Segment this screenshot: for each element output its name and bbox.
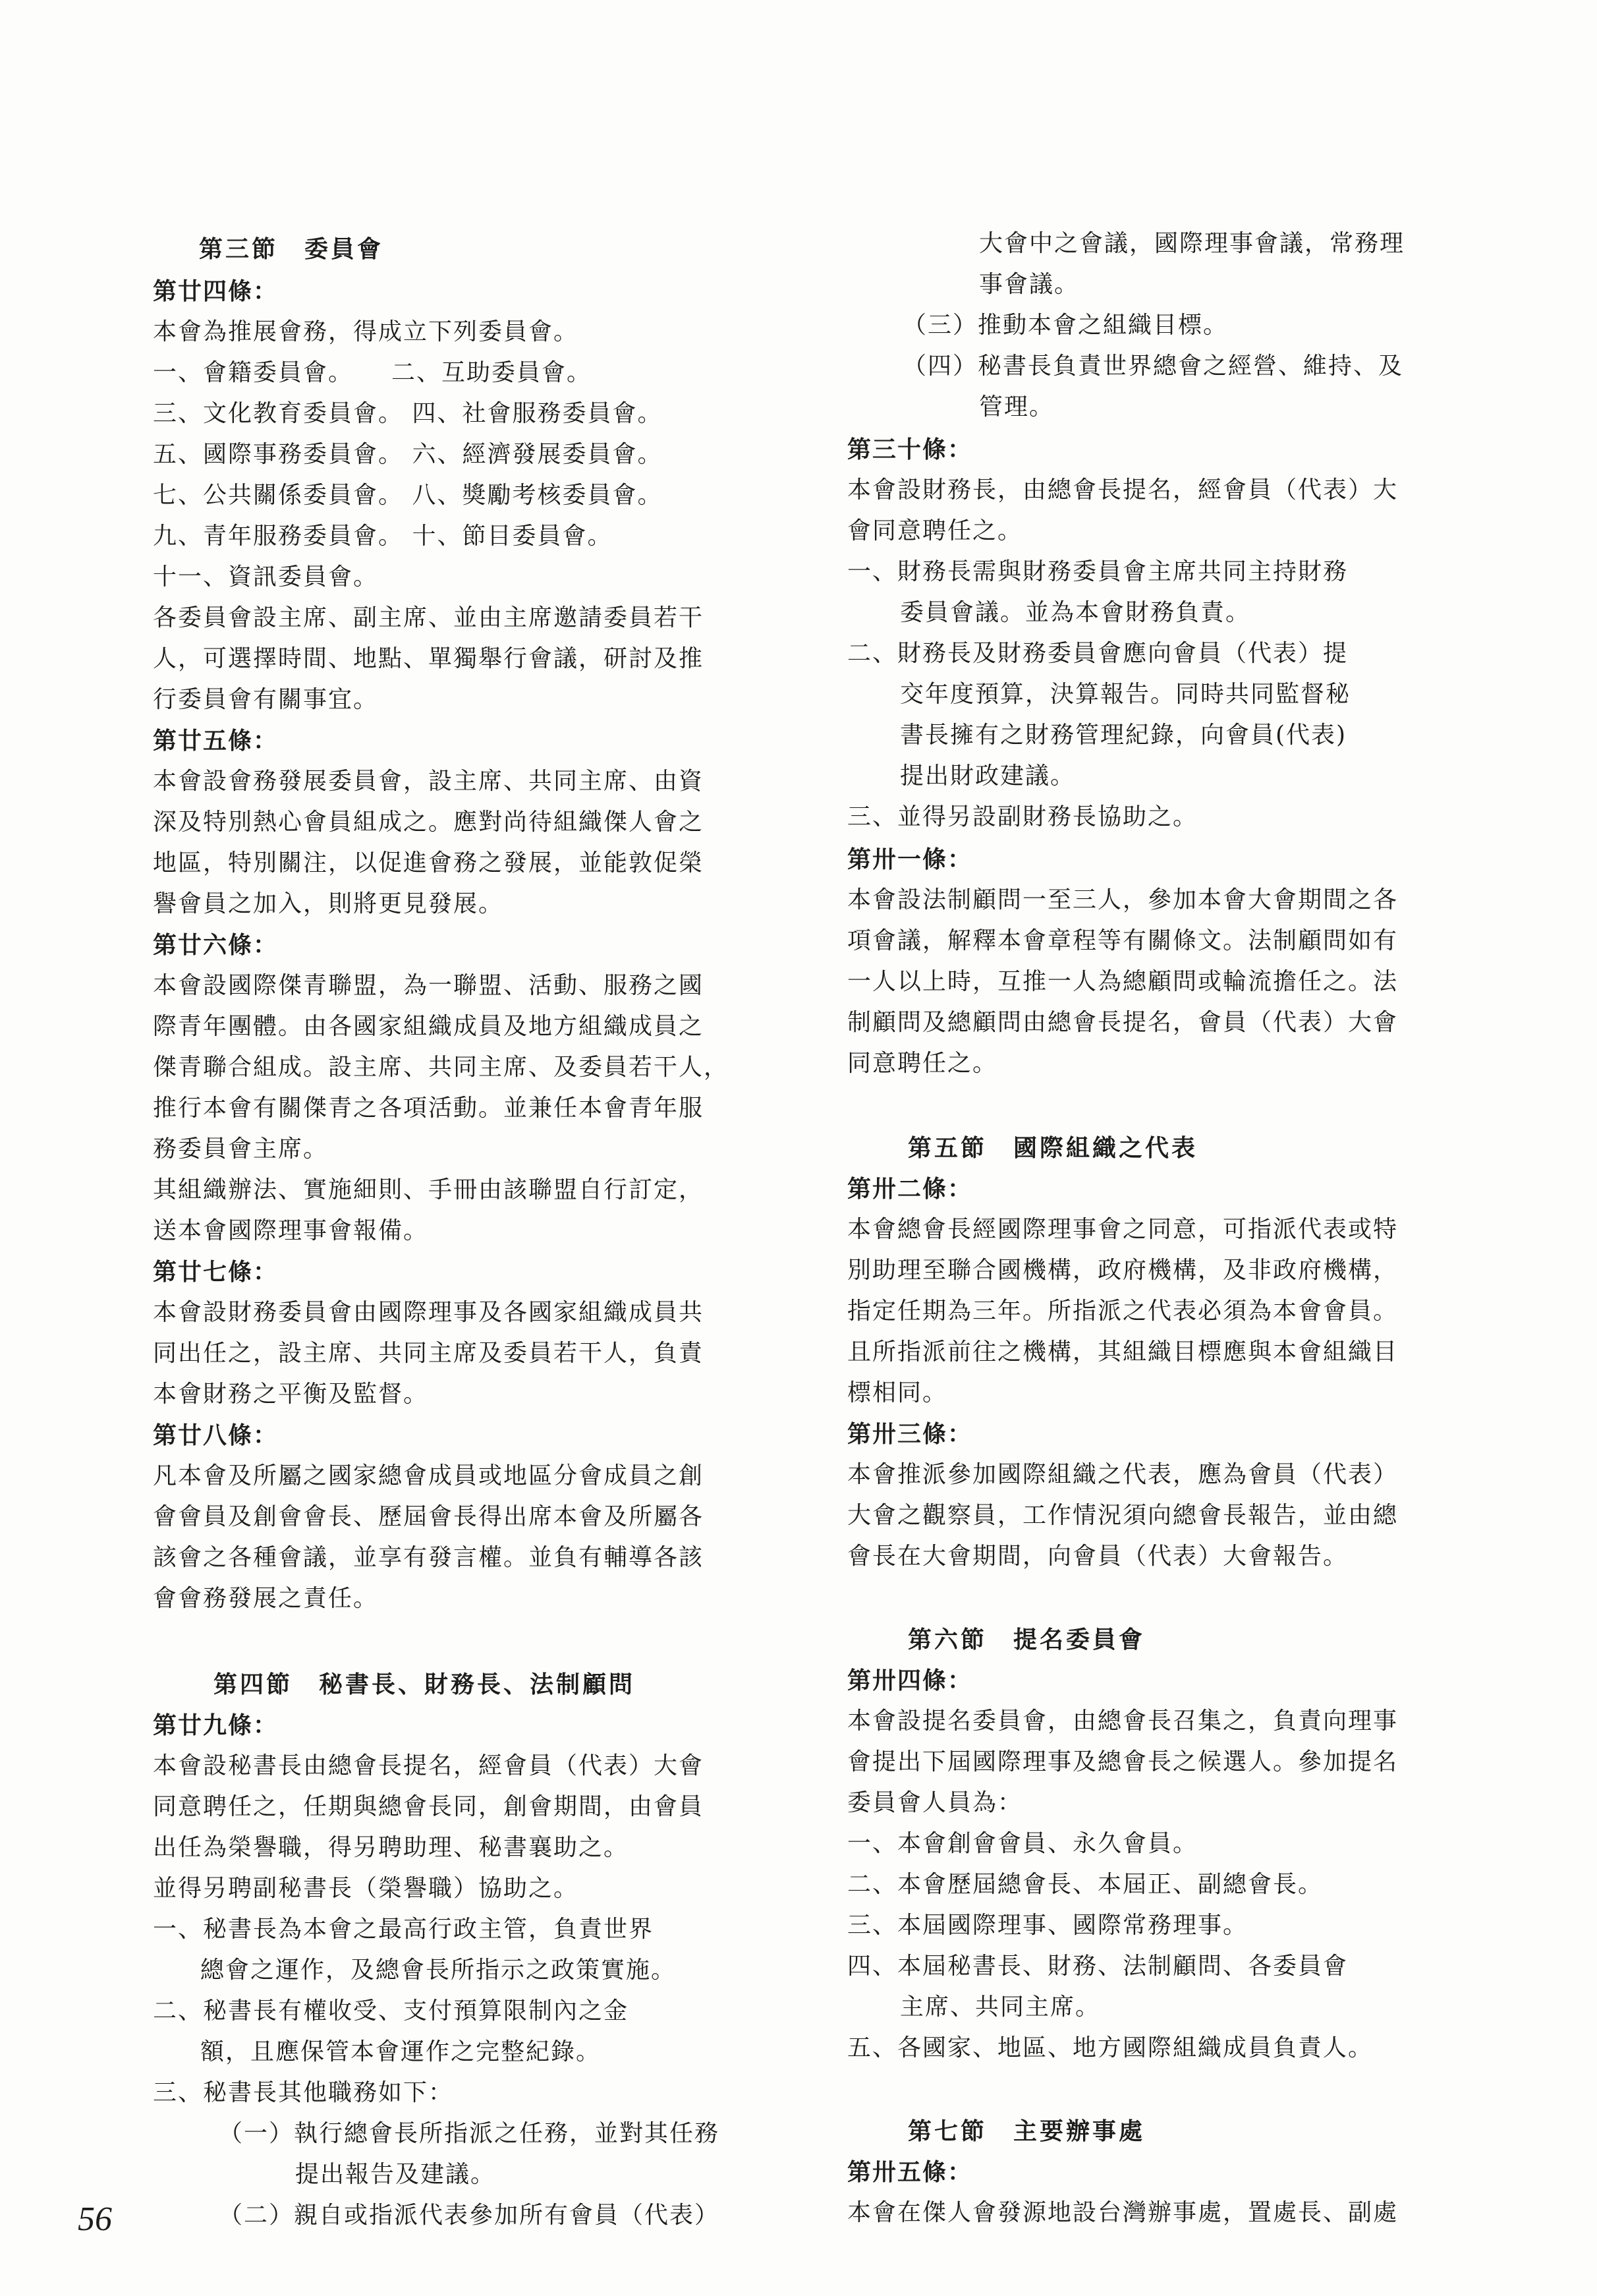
text-line: 三、秘書長其他職務如下： [153, 2079, 454, 2106]
text-line: 三、文化教育委員會。 四、社會服務委員會。 [153, 400, 663, 427]
text-line: 五、各國家、地區、地方國際組織成員負責人。 [847, 2034, 1374, 2061]
article-heading: 第卅五條： [847, 2158, 973, 2186]
text-line: 十一、資訊委員會。 [153, 563, 379, 590]
text-line: 二、財務長及財務委員會應向會員（代表）提 [847, 640, 1349, 667]
text-line: 並得另聘副秘書長（榮譽職）協助之。 [153, 1875, 579, 1902]
article-heading: 第廿九條： [153, 1711, 279, 1739]
article-heading: 第卅四條： [847, 1667, 973, 1694]
text-line: 際青年團體。由各國家組織成員及地方組織成員之 [153, 1013, 704, 1040]
text-line: 本會為推展會務，得成立下列委員會。 [153, 318, 579, 345]
text-line: 四、本屆秘書長、財務、法制顧問、各委員會 [847, 1953, 1349, 1980]
text-line: 本會在傑人會發源地設台灣辦事處，置處長、副處 [847, 2199, 1399, 2226]
text-line: 三、本屆國際理事、國際常務理事。 [847, 1912, 1248, 1939]
text-line: 委員會議。並為本會財務負責。 [900, 599, 1251, 626]
text-line: 同意聘任之，任期與總會長同，創會期間，由會員 [153, 1793, 704, 1820]
text-line: 其組織辦法、實施細則、手冊由該聯盟自行訂定， [153, 1176, 704, 1203]
text-line: 項會議，解釋本會章程等有關條文。法制顧問如有 [847, 927, 1399, 954]
text-line: 會提出下屆國際理事及總會長之候選人。參加提名 [847, 1748, 1399, 1775]
text-line: 本會設法制顧問一至三人，參加本會大會期間之各 [847, 886, 1399, 913]
text-line: 事會議。 [979, 271, 1080, 298]
text-line: 出任為榮譽職，得另聘助理、秘書襄助之。 [153, 1834, 629, 1861]
text-line: 行委員會有關事宜。 [153, 686, 379, 713]
text-line: 委員會人員為： [847, 1789, 1023, 1816]
text-line: 該會之各種會議，並享有發言權。並負有輔導各該 [153, 1544, 704, 1571]
text-line: 二、秘書長有權收受、支付預算限制內之金 [153, 1997, 629, 2024]
text-line: 傑青聯合組成。設主席、共同主席、及委員若干人， [153, 1054, 729, 1081]
text-line: 大會中之會議，國際理事會議，常務理 [979, 230, 1405, 257]
text-line: 七、公共關係委員會。 八、獎勵考核委員會。 [153, 482, 663, 509]
text-line: 一人以上時，互推一人為總顧問或輪流擔任之。法 [847, 968, 1399, 995]
text-line: 凡本會及所屬之國家總會成員或地區分會成員之創 [153, 1462, 704, 1489]
text-line: 一、本會創會會員、永久會員。 [847, 1830, 1198, 1857]
text-line: 三、並得另設副財務長協助之。 [847, 803, 1198, 830]
text-line: 額，且應保管本會運作之完整紀錄。 [200, 2038, 602, 2065]
text-line: 送本會國際理事會報備。 [153, 1217, 429, 1244]
text-line: 譽會員之加入，則將更見發展。 [153, 890, 504, 917]
text-line: 會長在大會期間，向會員（代表）大會報告。 [847, 1543, 1349, 1570]
article-heading: 第廿六條： [153, 931, 279, 959]
text-line: （四）秘書長負責世界總會之經營、維持、及 [903, 353, 1404, 380]
text-line: 大會之觀察員，工作情況須向總會長報告，並由總 [847, 1502, 1399, 1529]
article-heading: 第卅三條： [847, 1420, 973, 1448]
text-line: 推行本會有關傑青之各項活動。並兼任本會青年服 [153, 1095, 704, 1122]
text-line: 一、秘書長為本會之最高行政主管，負責世界 [153, 1916, 654, 1943]
text-line: 五、國際事務委員會。 六、經濟發展委員會。 [153, 441, 663, 468]
text-line: 務委員會主席。 [153, 1135, 329, 1162]
text-line: 標相同。 [847, 1379, 948, 1406]
text-line: 各委員會設主席、副主席、並由主席邀請委員若干 [153, 604, 704, 631]
text-line: 本會總會長經國際理事會之同意，可指派代表或特 [847, 1216, 1399, 1243]
article-heading: 第廿五條： [153, 727, 279, 755]
text-line: 同出任之，設主席、共同主席及委員若干人，負責 [153, 1340, 704, 1367]
article-heading: 第廿四條： [153, 277, 279, 305]
text-line: 總會之運作，及總會長所指示之政策實施。 [200, 1957, 677, 1984]
article-heading: 第廿七條： [153, 1258, 279, 1286]
section-heading: 第五節 國際組織之代表 [908, 1134, 1198, 1162]
text-line: 一、財務長需與財務委員會主席共同主持財務 [847, 558, 1349, 585]
text-line: 九、青年服務委員會。 十、節目委員會。 [153, 523, 613, 550]
text-line: 本會設國際傑青聯盟，為一聯盟、活動、服務之國 [153, 972, 704, 999]
text-line: 本會設財務長，由總會長提名，經會員（代表）大 [847, 476, 1399, 503]
text-line: 交年度預算，決算報告。同時共同監督秘 [900, 681, 1351, 708]
text-line: 主席、共同主席。 [900, 1994, 1101, 2021]
text-line: 本會設會務發展委員會，設主席、共同主席、由資 [153, 768, 704, 795]
article-heading: 第卅二條： [847, 1175, 973, 1203]
text-line: 人，可選擇時間、地點、單獨舉行會議，研討及推 [153, 645, 704, 672]
text-line: 深及特別熱心會員組成之。應對尚待組織傑人會之 [153, 809, 704, 836]
text-line: 別助理至聯合國機構，政府機構，及非政府機構， [847, 1257, 1399, 1284]
text-line: 會會務發展之責任。 [153, 1585, 379, 1612]
text-line: 本會推派參加國際組織之代表，應為會員（代表） [847, 1461, 1399, 1488]
text-line: （三）推動本會之組織目標。 [903, 312, 1229, 339]
text-line: 管理。 [979, 393, 1055, 420]
text-line: 本會設秘書長由總會長提名，經會員（代表）大會 [153, 1752, 704, 1779]
text-line: 會會員及創會會長、歷屆會長得出席本會及所屬各 [153, 1503, 704, 1530]
text-line: 制顧問及總顧問由總會長提名，會員（代表）大會 [847, 1009, 1399, 1036]
text-line: 地區，特別關注，以促進會務之發展，並能敦促榮 [153, 849, 704, 876]
text-line: 會同意聘任之。 [847, 517, 1023, 544]
text-line: 書長擁有之財務管理紀錄，向會員(代表) [900, 722, 1347, 749]
text-line: 提出財政建議。 [900, 762, 1076, 789]
section-heading: 第四節 秘書長、財務長、法制顧問 [213, 1671, 636, 1698]
article-heading: 第卅一條： [847, 846, 973, 873]
text-line: 且所指派前往之機構，其組織目標應與本會組織目 [847, 1338, 1399, 1365]
text-line: 二、本會歷屆總會長、本屆正、副總會長。 [847, 1871, 1324, 1898]
text-line: 同意聘任之。 [847, 1050, 998, 1077]
article-heading: 第廿八條： [153, 1421, 279, 1449]
text-line: 本會財務之平衡及監督。 [153, 1381, 429, 1408]
text-line: 本會設提名委員會，由總會長召集之，負責向理事 [847, 1708, 1399, 1735]
text-line: （二）親自或指派代表參加所有會員（代表） [219, 2202, 720, 2229]
text-line: 提出報告及建議。 [295, 2161, 496, 2188]
text-line: 指定任期為三年。所指派之代表必須為本會會員。 [847, 1298, 1399, 1325]
section-heading: 第三節 委員會 [199, 235, 384, 263]
page-number: 56 [78, 2200, 112, 2238]
text-line: （一）執行總會長所指派之任務，並對其任務 [219, 2120, 720, 2147]
article-heading: 第三十條： [847, 436, 973, 463]
text-line: 本會設財務委員會由國際理事及各國家組織成員共 [153, 1299, 704, 1326]
section-heading: 第六節 提名委員會 [908, 1626, 1146, 1653]
section-heading: 第七節 主要辦事處 [908, 2117, 1146, 2145]
text-line: 一、會籍委員會。 二、互助委員會。 [153, 359, 592, 386]
